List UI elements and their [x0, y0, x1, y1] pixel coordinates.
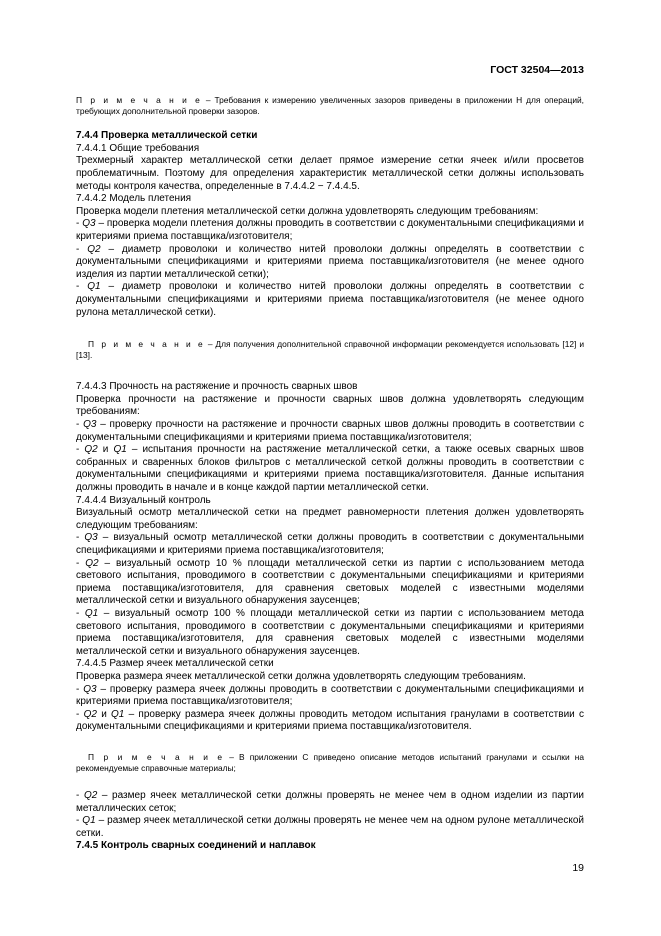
quality-level: Q2 — [83, 708, 97, 720]
list-item-q3: - Q3 – проверку прочности на растяжение и прочности сварных швов должны проводить в соответствии с документальными спецификациями и критериями приема поставщика/изготовителя; — [76, 419, 584, 443]
conjunction: и — [96, 708, 112, 720]
item-text: – диаметр проволоки и количество нитей проволоки должны определять в соответствии с документальными спецификациями и критериями приема поставщика/изготовителя (не менее одного рулона металлической сетки). — [76, 281, 584, 318]
note-text: – В приложении С приведено описание методов испытаний гранулами и ссылки на рекомендуемые справочные материалы; — [76, 751, 584, 773]
section-7-4-4-title: 7.4.4 Проверка металлической сетки — [76, 130, 258, 142]
section-7-4-4-1-title: 7.4.4.1 Общие требования — [76, 142, 200, 154]
list-item-q2: - Q2 – диаметр проволоки и количество нитей проволоки должны определять в соответствии с документальными спецификациями и критериями приема поставщика/изготовителя (не менее одного изделия из партии металлической сетки); — [76, 243, 584, 280]
list-item-q2-q1: - Q2 и Q1 – испытания прочности на растяжение металлической сетки, а также осевых сварных швов собранных и сваренных блоков фильтров с металлической сеткой должны проводить в соответствии с документальными спецификациями и критериями приема поставщика/изготовителя. Данные испытания должны проводить в начале и в конце каждой партии металлической сетки. — [76, 444, 584, 494]
page-content — [76, 95, 584, 853]
quality-level: Q3 — [84, 532, 98, 544]
conjunction: и — [97, 444, 114, 456]
item-text: – проверку прочности на растяжение и прочности сварных швов должны проводить в соответствии с документальными спецификациями и критериями приема поставщика/изготовителя; — [76, 419, 584, 443]
note-label: П р и м е ч а н и е — [76, 95, 202, 105]
paragraph: Проверка прочности на растяжение и прочности сварных швов должна удовлетворять следующим требованиям: — [76, 393, 584, 418]
list-item-q1: - Q1 – размер ячеек металлической сетки должны проверять не менее чем на одном рулоне металлической сетки. — [76, 815, 584, 839]
item-text: – размер ячеек металлической сетки должны проверять не менее чем в одном изделии из партии металлических сеток; — [76, 790, 584, 814]
quality-level: Q2 — [87, 243, 101, 255]
item-text: – проверку размера ячеек должны проводить в соответствии с документальными спецификациями и критериями приема поставщика/изготовителя; — [76, 683, 584, 708]
quality-level: Q1 — [84, 607, 99, 619]
note-1 — [76, 95, 584, 116]
note-2 — [76, 339, 584, 360]
section-7-4-4-2-title: 7.4.4.2 Модель плетения — [76, 193, 192, 205]
quality-level: Q1 — [113, 444, 127, 456]
paragraph: Проверка размера ячеек металлической сетки должна удовлетворять следующим требованиям. — [76, 670, 526, 682]
quality-level: Q1 — [82, 815, 96, 827]
quality-level: Q2 — [83, 790, 98, 802]
item-text: – визуальный осмотр 100 % площади металлической сетки из партии с использованием метода светового испытания, проводимого в соответствии с документальными спецификациями и критериями приема поставщика/изготовителя, для сравнения световых моделей с известными моделями металлической сетки и визуального обнаружения заусенцев. — [76, 607, 584, 657]
list-item-q2: - Q2 – размер ячеек металлической сетки должны проверять не менее чем в одном изделии из партии металлических сеток; — [76, 790, 584, 814]
quality-level: Q2 — [85, 557, 99, 569]
list-item-q2: - Q2 – визуальный осмотр 10 % площади металлической сетки из партии с использованием метода светового испытания, проводимого в соответствии с документальными спецификациями и критериями приема поставщика/изготовителя, для сравнения световых моделей с известными моделями металлической сетки и визуального обнаружения заусенцев; — [76, 557, 585, 607]
note-3 — [76, 752, 584, 773]
quality-level: Q3 — [83, 419, 97, 431]
quality-level: Q1 — [87, 281, 101, 293]
paragraph: Визуальный осмотр металлической сетки на предмет равномерности плетения должен удовлетворять следующим требованиям: — [76, 507, 584, 531]
item-text: – проверка модели плетения должны проводить в соответствии с документальными спецификациями и критериями приема поставщика/изготовителя; — [76, 218, 584, 242]
section-7-4-4-4-title: 7.4.4.4 Визуальный контроль — [76, 494, 211, 506]
list-item-q3: - Q3 – проверку размера ячеек должны проводить в соответствии с документальными спецификациями и критериями приема поставщика/изготовителя; — [76, 683, 584, 708]
document-code: ГОСТ 32504—2013 — [490, 64, 584, 76]
note-text: – Требования к измерению увеличенных зазоров приведены в приложении Н для операций, требующих дополнительной проверки зазоров. — [76, 95, 584, 116]
note-label: П р и м е ч а н и е — [88, 339, 205, 350]
note-label: П р и м е ч а н и е — [88, 751, 225, 762]
list-item-q1: - Q1 – диаметр проволоки и количество нитей проволоки должны определять в соответствии с документальными спецификациями и критериями приема поставщика/изготовителя (не менее одного рулона металлической сетки). — [76, 281, 584, 318]
quality-level: Q3 — [82, 218, 96, 230]
list-item-q1: - Q1 – визуальный осмотр 100 % площади металлической сетки из партии с использованием метода светового испытания, проводимого в соответствии с документальными спецификациями и критериями приема поставщика/изготовителя, для сравнения световых моделей с известными моделями металлической сетки и визуального обнаружения заусенцев. — [76, 607, 584, 657]
item-text: – визуальный осмотр металлической сетки должны проводить в соответствии с документальными спецификациями и критериями приема поставщика/изготовителя; — [76, 532, 585, 556]
quality-level: Q1 — [111, 708, 125, 720]
item-text: – визуальный осмотр 10 % площади металлической сетки из партии с использованием метода светового испытания, проводимого в соответствии с документальными спецификациями и критериями приема поставщика/изготовителя, для сравнения световых моделей с известными моделями металлической сетки и визуального обнаружения заусенцев; — [76, 557, 585, 607]
paragraph: Проверка модели плетения металлической сетки должна удовлетворять следующим требованиям: — [76, 205, 539, 217]
page-number: 19 — [572, 862, 584, 874]
section-7-4-4-3-title: 7.4.4.3 Прочность на растяжение и прочность сварных швов — [76, 381, 358, 393]
section-7-4-4-5-title: 7.4.4.5 Размер ячеек металлической сетки — [76, 658, 274, 670]
quality-level: Q2 — [84, 444, 98, 456]
item-text: – проверку размера ячеек должны проводить методом испытания гранулами в соответствии с документальными спецификациями и критериями приема поставщика/изготовителя. — [76, 708, 584, 733]
list-item-q3: - Q3 – проверка модели плетения должны проводить в соответствии с документальными спецификациями и критериями приема поставщика/изготовителя; — [76, 218, 584, 242]
note-text: – Для получения дополнительной справочной информации рекомендуется использовать [12] и [13]. — [76, 339, 584, 360]
paragraph: Трехмерный характер металлической сетки делает прямое измерение сетки ячеек и/или просветов проблематичным. Поэтому для определения характеристик металлической сетки должны использовать методы контроля качества, определенные в 7.4.4.2 − 7.4.4.5. — [76, 155, 584, 192]
item-text: – размер ячеек металлической сетки должны проверять не менее чем на одном рулоне металлической сетки. — [76, 815, 584, 839]
quality-level: Q3 — [83, 683, 97, 695]
list-item-q3: - Q3 – визуальный осмотр металлической сетки должны проводить в соответствии с документальными спецификациями и критериями приема поставщика/изготовителя; — [76, 532, 585, 556]
section-7-4-5-title: 7.4.5 Контроль сварных соединений и наплавок — [76, 840, 316, 852]
item-text: – диаметр проволоки и количество нитей проволоки должны определять в соответствии с документальными спецификациями и критериями приема поставщика/изготовителя (не менее одного изделия из партии металлической сетки); — [76, 243, 584, 280]
item-text: – испытания прочности на растяжение металлической сетки, а также осевых сварных швов собранных и сваренных блоков фильтров с металлической сеткой должны проводить в соответствии с документальными спецификациями и критериями приема поставщика/изготовителя. Данные испытания должны проводить в начале и в конце каждой партии металлической сетки. — [76, 444, 584, 494]
list-item-q2-q1: - Q2 и Q1 – проверку размера ячеек должны проводить методом испытания гранулами в соответствии с документальными спецификациями и критериями приема поставщика/изготовителя. — [76, 708, 584, 733]
